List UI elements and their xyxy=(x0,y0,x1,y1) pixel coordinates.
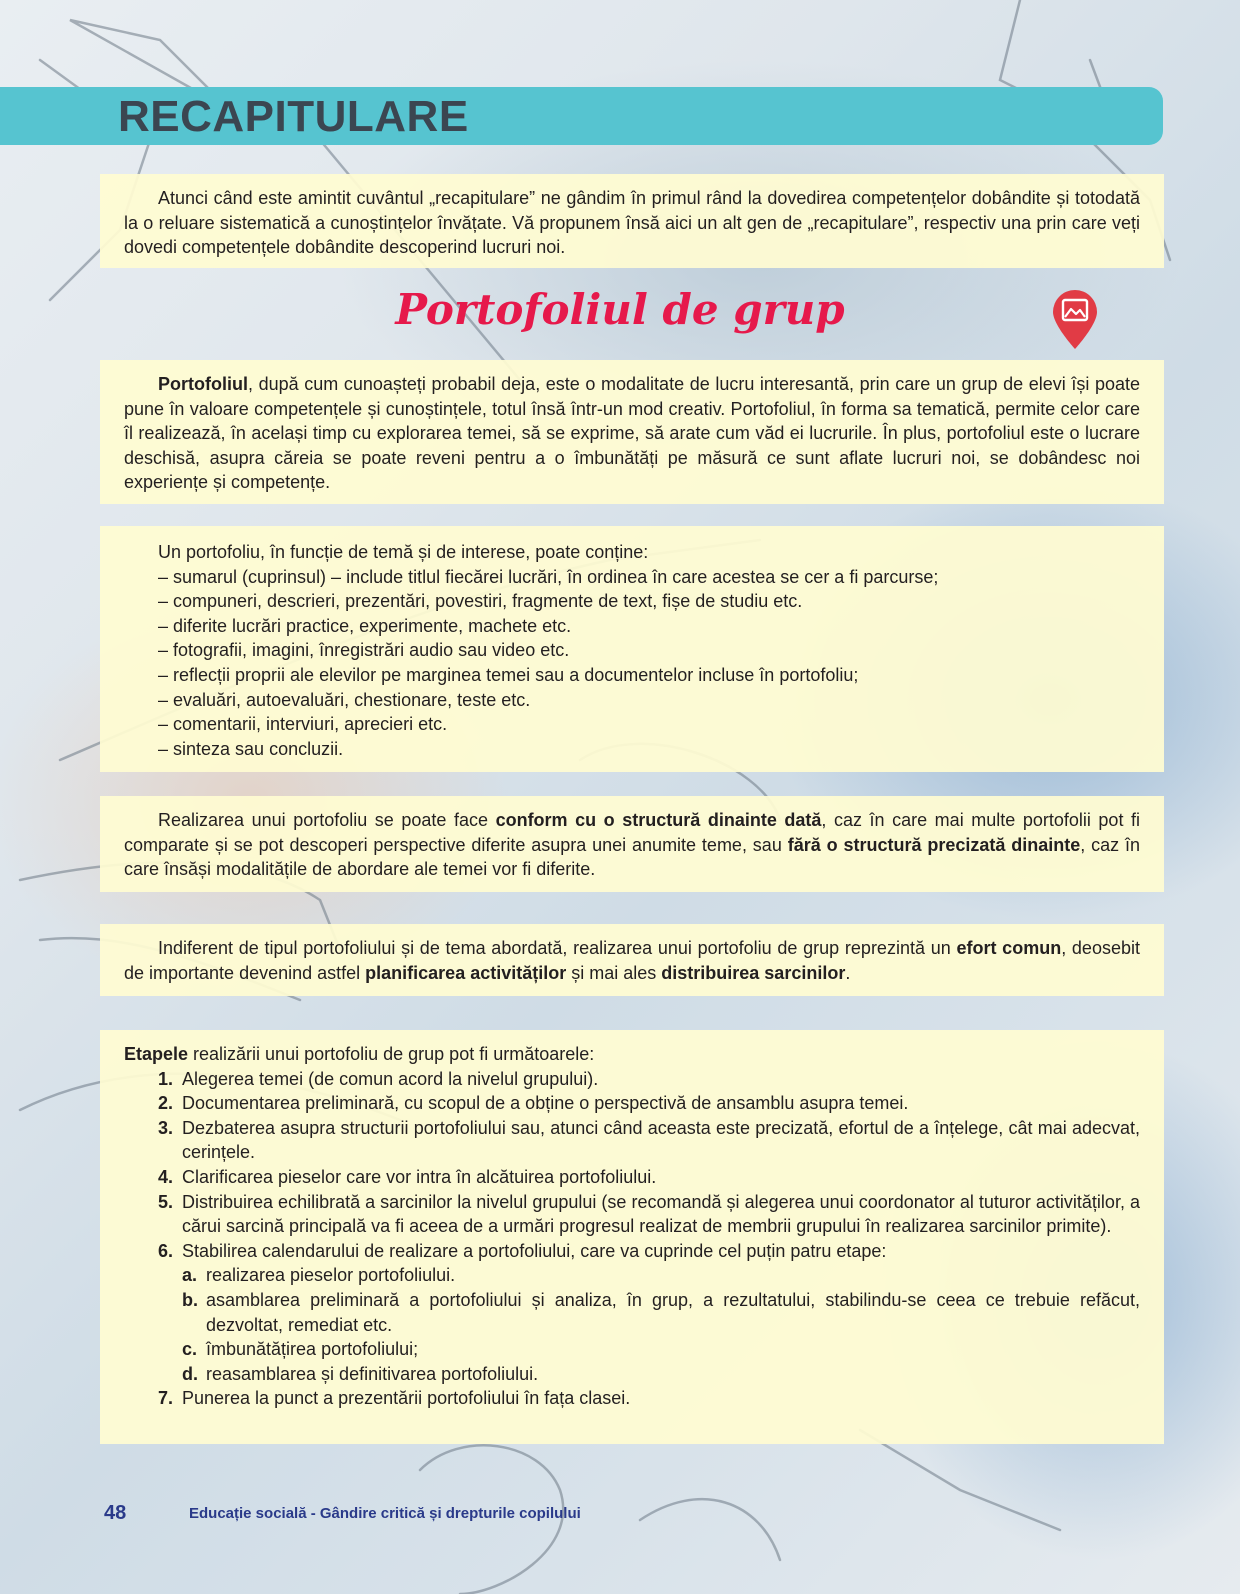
contents-box xyxy=(100,526,1164,772)
steps-intro xyxy=(124,1042,1140,1067)
text-span: Realizarea unui portofoliu se poate face xyxy=(158,810,496,830)
portfolio-definition-paragraph xyxy=(124,372,1140,495)
page-title: RECAPITULARE xyxy=(118,92,469,141)
steps-list xyxy=(124,1067,1140,1411)
step-number: 2. xyxy=(158,1093,174,1114)
list-item xyxy=(182,1362,1140,1387)
list-item xyxy=(124,1116,1140,1165)
list-item xyxy=(182,1288,1140,1337)
text-span: și mai ales xyxy=(566,962,662,983)
step-text: Dezbaterea asupra structurii portofoliului sau, atunci când aceasta este precizată, efortul de a înțelege, cât mai adecvat, cerințele. xyxy=(182,1117,1140,1163)
list-item xyxy=(124,1067,1140,1092)
group-effort-box xyxy=(100,924,1164,996)
list-item xyxy=(124,1091,1140,1116)
steps-box xyxy=(100,1030,1164,1444)
step-text: Distribuirea echilibrată a sarcinilor la nivelul grupului (se recomandă și alegerea unui coordonator al tuturor activităților, a cărui sarcină principală va fi aceea de a urmări progresul realizat de membrii grupului în realizarea sarcinilor primite). xyxy=(182,1191,1140,1237)
portfolio-term: Portofoliul xyxy=(158,374,248,394)
step-text: Documentarea preliminară, cu scopul de a obține o perspectivă de ansamblu asupra temei. xyxy=(182,1093,909,1114)
list-item xyxy=(182,1263,1140,1288)
structure-box xyxy=(100,796,1164,892)
step-number: 4. xyxy=(158,1166,174,1187)
text-span: . xyxy=(845,962,851,983)
step-text: Punerea la punct a prezentării portofoliului în fața clasei. xyxy=(182,1388,631,1409)
steps-term: Etapele xyxy=(124,1044,189,1064)
substep-letter: c. xyxy=(182,1339,198,1360)
text-span: , caz în care mai multe portofolii pot fi comparate și se pot descoperi perspective diferite asupra unei anumite teme, sau xyxy=(124,810,1140,855)
intro-paragraph: Atunci când este amintit cuvântul „recapitulare” ne gândim în primul rând la dovedirea competențelor dobândite și totodată la o reluare sistematică a cunoștințelor învățate. Vă propunem însă aici un alt gen de „recapitulare”, respectiv una prin care veți dovedi competențele dobândite descoperind lucruri noi. xyxy=(124,188,1140,258)
section-title: Portofoliul de grup xyxy=(395,285,845,334)
substep-letter: b. xyxy=(182,1289,198,1310)
step-number: 1. xyxy=(158,1068,174,1089)
step-number: 6. xyxy=(158,1240,174,1261)
portfolio-definition-text: , după cum cunoașteți probabil deja, este o modalitate de lucru interesantă, prin care un grup de elevi își poate pune în valoare competențele și cunoștințele, totul însă într-un mod creativ. Portofoliul, în forma sa tematică, permite celor care îl realizează, în același timp cu explorarea temei, să se exprime, să arate cum văd ei lucrurile. În plus, portofoliul este o lucrare deschisă, asupra căreia se poate reveni pentru a o îmbunătăți pe măsură ce sunt aflate lucruri noi, se dobândesc noi experiențe și competențe. xyxy=(124,374,1140,493)
portfolio-definition-box xyxy=(100,360,1164,504)
bold-span: distribuirea sarcinilor xyxy=(661,962,846,983)
list-item: – compuneri, descrieri, prezentări, povestiri, fragmente de text, fișe de studiu etc. xyxy=(158,591,803,612)
text-span: Indiferent de tipul portofoliului și de tema abordată, realizarea unui portofoliu de grup reprezintă un xyxy=(158,938,957,958)
substep-text: realizarea pieselor portofoliului. xyxy=(206,1265,456,1286)
substep-text: îmbunătățirea portofoliului; xyxy=(206,1339,419,1360)
step-text: Clarificarea pieselor care vor intra în alcătuirea portofoliului. xyxy=(182,1166,657,1187)
list-item: – fotografii, imagini, înregistrări audio sau video etc. xyxy=(158,640,570,661)
bold-span: efort comun xyxy=(956,938,1062,958)
bold-span: fără o structură precizată dinainte xyxy=(787,834,1081,855)
step-text: Stabilirea calendarului de realizare a portofoliului, care va cuprinde cel puțin patru etape: xyxy=(182,1240,887,1261)
text-span: , caz în care însăși modalitățile de abordare ale temei vor fi diferite. xyxy=(124,834,1140,880)
group-effort-paragraph xyxy=(124,936,1140,985)
list-item: – comentarii, interviuri, aprecieri etc. xyxy=(158,714,448,735)
list-item xyxy=(124,1165,1140,1190)
list-item xyxy=(124,1190,1140,1239)
list-item: – evaluări, autoevaluări, chestionare, teste etc. xyxy=(158,689,531,710)
substep-letter: a. xyxy=(182,1265,198,1286)
list-item xyxy=(124,1386,1140,1411)
structure-paragraph xyxy=(124,808,1140,882)
contents-list xyxy=(124,540,1140,761)
contents-intro: Un portofoliu, în funcție de temă și de interese, poate conține: xyxy=(158,542,649,562)
substeps-list xyxy=(182,1263,1140,1386)
substep-text: asamblarea preliminară a portofoliului și analiza, în grup, a rezultatului, stabilindu-se ceea ce trebuie refăcut, dezvoltat, remediat etc. xyxy=(206,1289,1140,1335)
step-number: 5. xyxy=(158,1191,174,1212)
list-item xyxy=(124,1239,1140,1387)
map-pin-image-icon xyxy=(1050,289,1100,351)
book-title: Educație socială - Gândire critică și drepturile copilului xyxy=(189,1505,581,1522)
step-text: Alegerea temei (de comun acord la nivelul grupului). xyxy=(182,1068,599,1089)
list-item: – sinteza sau concluzii. xyxy=(158,738,344,759)
substep-text: reasamblarea și definitivarea portofoliului. xyxy=(206,1363,539,1384)
list-item: – diferite lucrări practice, experimente, machete etc. xyxy=(158,615,572,636)
bold-span: planificarea activităților xyxy=(365,962,567,983)
list-item: – reflecții proprii ale elevilor pe marginea temei sau a documentelor incluse în portofoliu; xyxy=(158,664,859,685)
substep-letter: d. xyxy=(182,1363,198,1384)
page-number: 48 xyxy=(104,1502,127,1524)
intro-box xyxy=(100,174,1164,268)
step-number: 3. xyxy=(158,1117,174,1138)
step-number: 7. xyxy=(158,1388,174,1409)
list-item xyxy=(182,1337,1140,1362)
bold-span: conform cu o structură dinainte dată xyxy=(495,810,822,830)
list-item: – sumarul (cuprinsul) – include titlul fiecărei lucrări, în ordinea în care acestea se cer a fi parcurse; xyxy=(158,566,939,587)
text-span: , deosebit de importante devenind astfel xyxy=(124,938,1140,983)
steps-intro-text: realizării unui portofoliu de grup pot fi următoarele: xyxy=(188,1044,595,1064)
